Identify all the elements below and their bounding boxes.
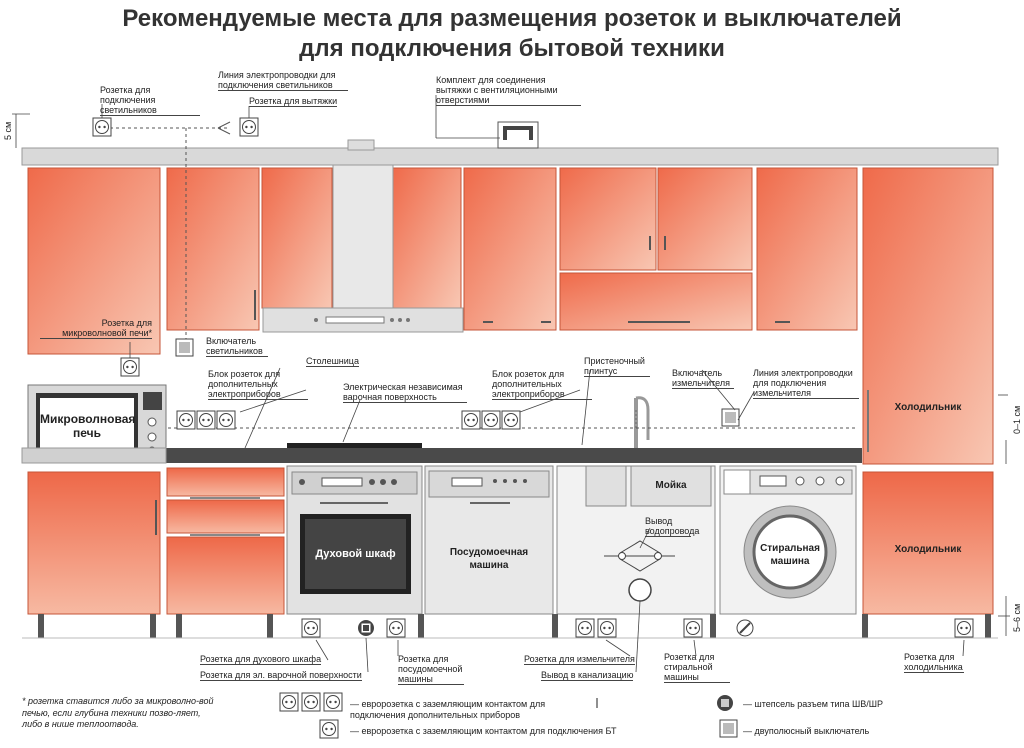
label-switch-lights: Включатель светильников: [206, 336, 268, 357]
hob: [287, 443, 422, 448]
legs: [38, 614, 991, 638]
label-socket-dishwasher: Розетка для посудомоечной машины: [398, 654, 463, 684]
label-socket-hood: Розетка для вытяжки: [249, 96, 338, 106]
label-plinth: Пристеночный плинтус: [584, 356, 650, 377]
dim-right-bottom: 5–6 см: [1012, 603, 1022, 632]
ceiling-cornice: [22, 148, 998, 165]
appliance-fridge-top: Холодильник: [894, 402, 962, 413]
label-hood-kit: Комплект для соединения вытяжки с вентиляционными отверстиями: [436, 75, 581, 106]
oven: [287, 466, 422, 614]
label-block-left: Блок розеток для дополнительных электроприборов: [208, 369, 308, 400]
label-socket-fridge: Розетка для холодильника: [904, 652, 963, 672]
dishwasher: [425, 466, 553, 614]
label-wiring-lights: Линия электропроводки для подключения светильников: [218, 70, 348, 91]
label-socket-microwave: Розетка для микроволновой печи*: [40, 318, 152, 339]
label-drain: Вывод в канализацию: [541, 670, 634, 680]
countertop: [166, 448, 862, 463]
label-socket-oven: Розетка для духового шкафа: [200, 654, 322, 664]
legend-block: — евророзетка с заземляющим контактом для подключения дополнительных приборов: [350, 699, 546, 720]
legend-switch: — двуполюсный выключатель: [743, 726, 870, 736]
title-line-2: для подключения бытовой техники: [299, 35, 725, 62]
appliance-sink: Мойка: [655, 480, 687, 491]
label-socket-washer: Розетка для стиральной машины: [664, 652, 730, 683]
legend-footnote: * розетка ставится либо за микроволно-вой печью, если глубина техники позво-ляет, либо в нише теплоотвода.: [22, 696, 214, 729]
dim-right-mid: 0–1 см: [1012, 405, 1022, 434]
fridge-lower: [863, 472, 993, 614]
label-wiring-grinder: Линия электропроводки для подключения измельчителя: [753, 368, 859, 399]
fridge-upper: [863, 168, 993, 464]
label-hob: Электрическая независимая варочная поверхность: [343, 382, 467, 403]
appliance-microwave: Микроволновая печь: [40, 412, 136, 440]
legend-plug: — штепсель разъем типа ШВ/ШР: [743, 699, 883, 709]
appliance-dishwasher: Посудомоечная машина: [449, 547, 529, 571]
appliance-fridge-bottom: Холодильник: [894, 544, 962, 555]
label-socket-grinder: Розетка для измельчителя: [524, 654, 635, 664]
label-switch-grinder: Включатель измельчителя: [672, 368, 734, 389]
label-countertop: Столешница: [306, 356, 359, 366]
label-socket-lights: Розетка для подключения светильников: [100, 85, 200, 116]
label-water-inlet: Вывод водопровода: [645, 516, 700, 536]
appliance-washer: Стиральная машина: [760, 543, 820, 567]
label-block-right: Блок розеток для дополнительных электроприборов: [492, 369, 592, 400]
title-line-1: Рекомендуемые места для размещения розеток и выключателей: [122, 5, 902, 32]
dim-top: 5 см: [3, 121, 13, 140]
legend-single: — евророзетка с заземляющим контактом для подключения БТ: [350, 726, 617, 736]
label-socket-hob: Розетка для эл. варочной поверхности: [200, 670, 362, 680]
washing-machine: [720, 466, 856, 614]
appliance-oven: Духовой шкаф: [315, 548, 396, 560]
